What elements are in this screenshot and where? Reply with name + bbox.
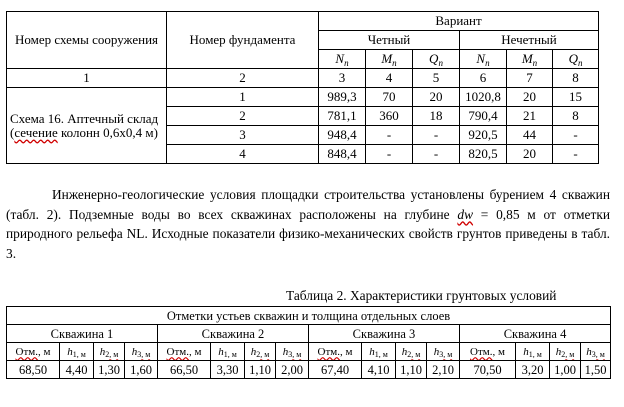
value-cell: 20 bbox=[413, 88, 460, 107]
value-cell: 18 bbox=[413, 107, 460, 126]
well-header: Скважина 3 bbox=[309, 325, 460, 343]
foundation-number: 3 bbox=[167, 126, 319, 145]
elevation-value: 68,50 bbox=[7, 361, 60, 379]
layer-thickness-header: $h_{3, м}$ bbox=[427, 343, 460, 361]
layer-thickness-header: $h_{3, м}$ bbox=[125, 343, 158, 361]
thickness-value: 4,40 bbox=[60, 361, 94, 379]
thickness-value: 3,30 bbox=[211, 361, 245, 379]
header-var-cell: $M_n$ bbox=[366, 50, 413, 69]
header-var-cell: $Q_n$ bbox=[413, 50, 460, 69]
thickness-value: 1,60 bbox=[125, 361, 158, 379]
value-cell: 20 bbox=[507, 145, 553, 164]
elevation-header: Отм., м bbox=[309, 343, 362, 361]
thickness-value: 2,10 bbox=[427, 361, 460, 379]
value-cell: 848,4 bbox=[319, 145, 366, 164]
layer-thickness-header: $h_{2, м}$ bbox=[396, 343, 427, 361]
thickness-value: 1,00 bbox=[550, 361, 581, 379]
table2-caption: Таблица 2. Характеристики грунтовых условий bbox=[286, 288, 557, 303]
layer-thickness-header: $h_{1, м}$ bbox=[516, 343, 550, 361]
value-cell: 44 bbox=[507, 126, 553, 145]
value-cell: 820,5 bbox=[460, 145, 507, 164]
header-odd: Нечетный bbox=[460, 31, 599, 50]
elevation-value: 70,50 bbox=[460, 361, 516, 379]
elevation-header: Отм., м bbox=[7, 343, 60, 361]
thickness-value: 2,00 bbox=[276, 361, 309, 379]
value-cell: 20 bbox=[507, 88, 553, 107]
column-number: 3 bbox=[319, 69, 366, 88]
column-number: 4 bbox=[366, 69, 413, 88]
scheme-label: Схема 16. Аптечный склад (сечение колонн 0,6х0,4 м) bbox=[7, 88, 167, 164]
header-var-cell: $Q_n$ bbox=[553, 50, 599, 69]
layer-thickness-header: $h_{2, м}$ bbox=[94, 343, 125, 361]
body-paragraph: Инженерно-геологические условия площадки строительства установлены бурением 4 скважин (табл. 2). Подземные воды во всех скважинах расположены на глубине dw = 0,85 м от отметки природного рельефа NL. Исходные показатели физико-механических свойств грунтов приведены в табл. 3. bbox=[6, 187, 610, 261]
layer-thickness-header: $h_{1, м}$ bbox=[211, 343, 245, 361]
header-var-cell: $N_n$ bbox=[319, 50, 366, 69]
thickness-value: 1,10 bbox=[245, 361, 276, 379]
thickness-value: 3,20 bbox=[516, 361, 550, 379]
foundation-number: 1 bbox=[167, 88, 319, 107]
value-cell: - bbox=[366, 145, 413, 164]
layer-thickness-header: $h_{2, м}$ bbox=[550, 343, 581, 361]
column-number: 2 bbox=[167, 69, 319, 88]
elevation-value: 67,40 bbox=[309, 361, 362, 379]
value-cell: - bbox=[553, 126, 599, 145]
loads-table bbox=[6, 11, 599, 164]
header-variant: Вариант bbox=[319, 12, 599, 31]
layer-thickness-header: $h_{1, м}$ bbox=[362, 343, 396, 361]
value-cell: - bbox=[366, 126, 413, 145]
thickness-value: 4,10 bbox=[362, 361, 396, 379]
thickness-value: 1,50 bbox=[581, 361, 611, 379]
layer-thickness-header: $h_{3, м}$ bbox=[581, 343, 611, 361]
value-cell: 790,4 bbox=[460, 107, 507, 126]
table2-title: Отметки устьев скважин и толщина отдельных слоев bbox=[7, 307, 611, 325]
value-cell: 989,3 bbox=[319, 88, 366, 107]
header-foundation: Номер фундамента bbox=[167, 12, 319, 69]
value-cell: 15 bbox=[553, 88, 599, 107]
header-scheme: Номер схемы сооружения bbox=[7, 12, 167, 69]
value-cell: - bbox=[413, 145, 460, 164]
value-cell: 948,4 bbox=[319, 126, 366, 145]
header-even: Четный bbox=[319, 31, 460, 50]
column-number: 5 bbox=[413, 69, 460, 88]
value-cell: 920,5 bbox=[460, 126, 507, 145]
value-cell: 70 bbox=[366, 88, 413, 107]
elevation-header: Отм., м bbox=[158, 343, 211, 361]
value-cell: 360 bbox=[366, 107, 413, 126]
elevation-header: Отм., м bbox=[460, 343, 516, 361]
foundation-number: 2 bbox=[167, 107, 319, 126]
column-number: 7 bbox=[507, 69, 553, 88]
column-number: 1 bbox=[7, 69, 167, 88]
value-cell: 8 bbox=[553, 107, 599, 126]
value-cell: - bbox=[413, 126, 460, 145]
thickness-value: 1,10 bbox=[396, 361, 427, 379]
foundation-number: 4 bbox=[167, 145, 319, 164]
column-number: 8 bbox=[553, 69, 599, 88]
well-header: Скважина 1 bbox=[7, 325, 158, 343]
well-header: Скважина 2 bbox=[158, 325, 309, 343]
value-cell: 781,1 bbox=[319, 107, 366, 126]
value-cell: 1020,8 bbox=[460, 88, 507, 107]
header-var-cell: $N_n$ bbox=[460, 50, 507, 69]
layer-thickness-header: $h_{2, м}$ bbox=[245, 343, 276, 361]
wells-table bbox=[6, 306, 611, 379]
layer-thickness-header: $h_{1, м}$ bbox=[60, 343, 94, 361]
column-number: 6 bbox=[460, 69, 507, 88]
value-cell: 21 bbox=[507, 107, 553, 126]
elevation-value: 66,50 bbox=[158, 361, 211, 379]
layer-thickness-header: $h_{3, м}$ bbox=[276, 343, 309, 361]
header-var-cell: $M_n$ bbox=[507, 50, 553, 69]
thickness-value: 1,30 bbox=[94, 361, 125, 379]
value-cell: - bbox=[553, 145, 599, 164]
well-header: Скважина 4 bbox=[460, 325, 611, 343]
